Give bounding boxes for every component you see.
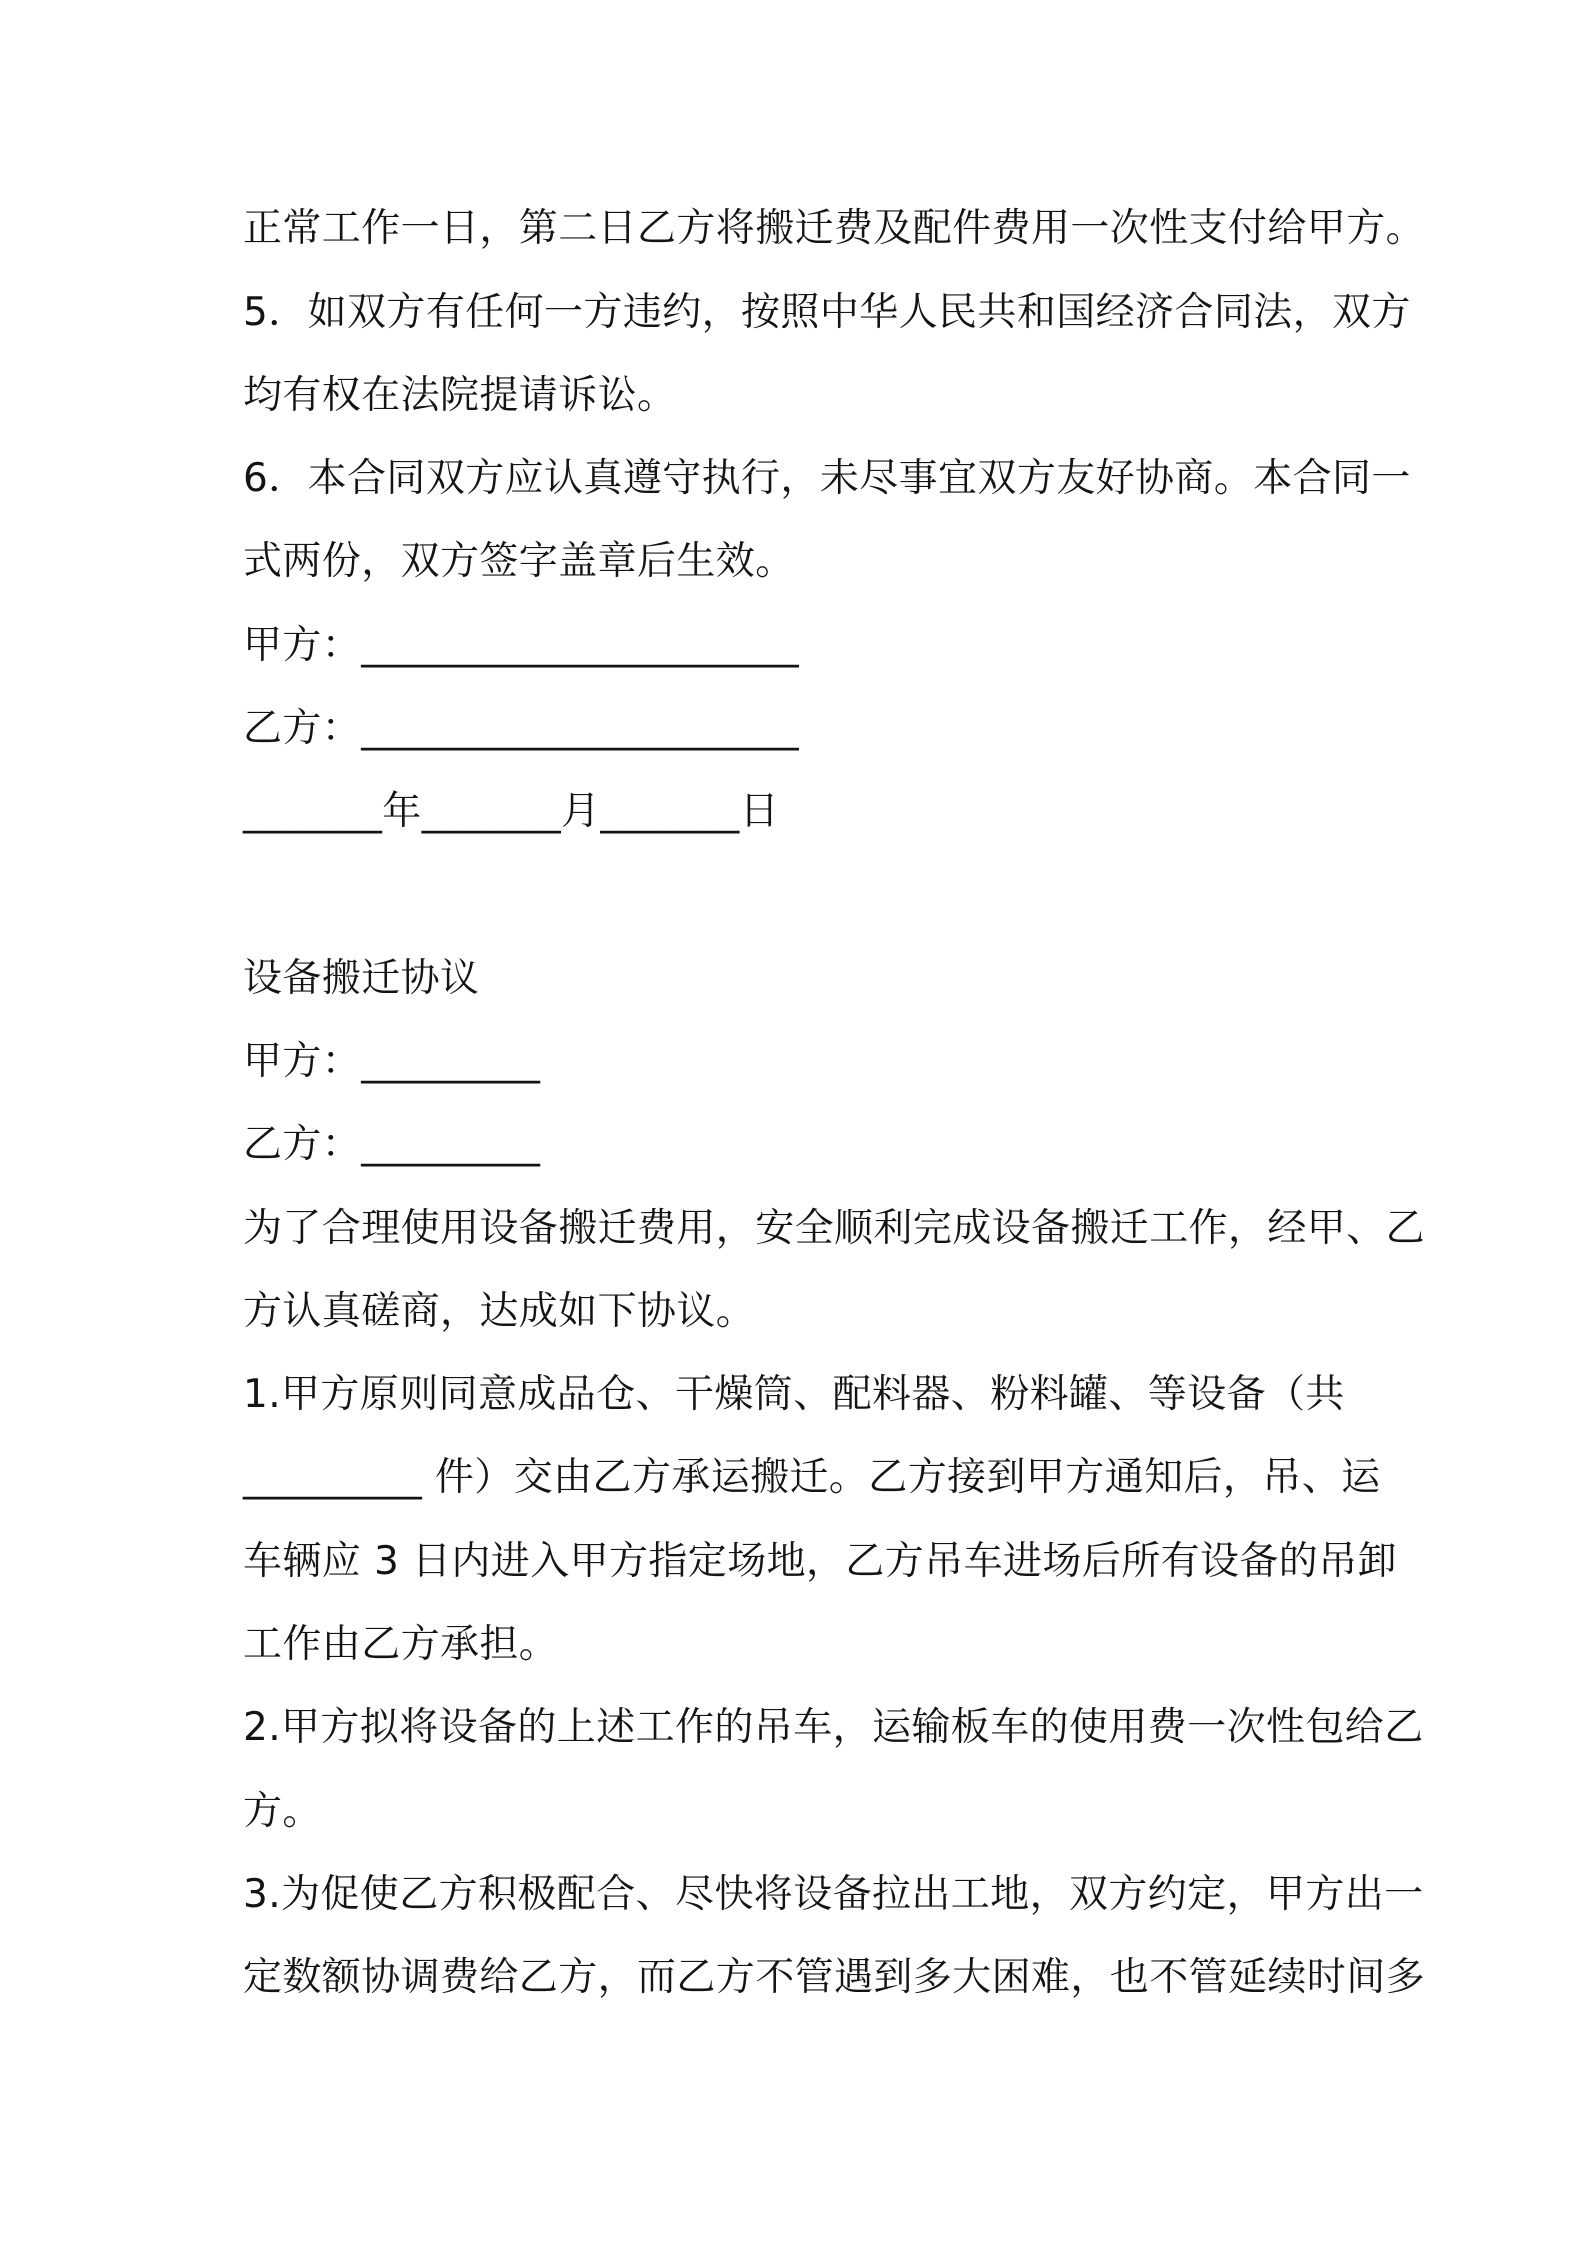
- clause-1-line-2: _________ 件）交由乙方承运搬迁。乙方接到甲方通知后，吊、运: [243, 1455, 1381, 1500]
- text-line: 正常工作一日，第二日乙方将搬迁费及配件费用一次性支付给甲方。: [243, 206, 1426, 251]
- party-b-signature-line: 乙方：______________________: [243, 706, 799, 751]
- clause-1-line-4: 工作由乙方承担。: [243, 1622, 559, 1667]
- preamble-line-1: 为了合理使用设备搬迁费用，安全顺利完成设备搬迁工作，经甲、乙: [243, 1206, 1426, 1251]
- date-line: _______年_______月_______日: [243, 789, 780, 834]
- clause-5-line-2: 均有权在法院提请诉讼。: [243, 373, 677, 418]
- clause-1-line-3: 车辆应 3 日内进入甲方指定场地，乙方吊车进场后所有设备的吊卸: [243, 1539, 1398, 1584]
- clause-5-line-1: 5．如双方有任何一方违约，按照中华人民共和国经济合同法，双方: [243, 290, 1411, 335]
- clause-2-line-1: 2.甲方拟将设备的上述工作的吊车，运输板车的使用费一次性包给乙: [243, 1705, 1424, 1750]
- clause-3-line-2: 定数额协调费给乙方，而乙方不管遇到多大困难，也不管延续时间多: [243, 1955, 1426, 2000]
- clause-1-line-1: 1.甲方原则同意成品仓、干燥筒、配料器、粉料罐、等设备（共: [243, 1372, 1345, 1417]
- preamble-line-2: 方认真磋商，达成如下协议。: [243, 1289, 756, 1334]
- party-b-line: 乙方：_________: [243, 1122, 541, 1167]
- agreement-title: 设备搬迁协议: [243, 956, 480, 1001]
- party-a-line: 甲方：_________: [243, 1039, 541, 1084]
- clause-3-line-1: 3.为促使乙方积极配合、尽快将设备拉出工地，双方约定，甲方出一: [243, 1872, 1424, 1917]
- party-a-signature-line: 甲方：______________________: [243, 623, 799, 668]
- clause-6-line-1: 6．本合同双方应认真遵守执行，未尽事宜双方友好协商。本合同一: [243, 456, 1411, 501]
- clause-2-line-2: 方。: [243, 1789, 322, 1834]
- clause-6-line-2: 式两份，双方签字盖章后生效。: [243, 539, 795, 584]
